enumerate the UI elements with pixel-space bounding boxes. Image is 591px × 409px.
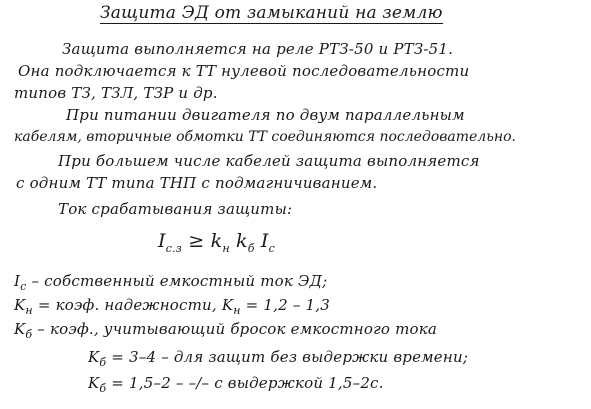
definition-kn: $K_н$ = коэф. надежности, $K_н = 1,2 - 1,3$ (14, 296, 330, 317)
formula-lhs-subscript: с.з (165, 241, 182, 255)
paragraph-2-line-1: При питании двигателя по двум параллельным (66, 106, 465, 124)
pickup-current-formula (158, 230, 275, 260)
paragraph-3-line-2: с одним ТТ типа ТНП с подмагничиванием. (16, 174, 378, 192)
formula-rhs: I (260, 230, 269, 252)
formula-lhs: I (158, 230, 166, 252)
paragraph-3-line-1: При большем числе кабелей защита выполняется (58, 152, 480, 170)
paragraph-1-line-3: типов ТЗ, ТЗЛ, ТЗР и др. (14, 84, 218, 102)
formula-k1: k (210, 230, 223, 252)
formula-relation: ≥ (188, 230, 205, 252)
kb-value-with-delay: $K_б = 1,5-2$ – –/– с выдержкой 1,5–2с. (88, 374, 384, 395)
paragraph-1-line-2: Она подключается к ТТ нулевой последовательности (18, 62, 470, 80)
formula-k2-subscript: б (247, 241, 255, 255)
page-title: Защита ЭД от замыканий на землю (100, 3, 443, 23)
paragraph-1-line-1: Защита выполняется на реле РТЗ-50 и РТЗ-51. (62, 40, 454, 58)
formula-k1-subscript: н (222, 241, 230, 255)
definition-kb: $K_б$ – коэф., учитывающий бросок емкостного тока (14, 320, 438, 341)
kb-value-no-delay: $K_б = 3-4$ – для защит без выдержки времени; (88, 348, 469, 369)
formula-rhs-subscript: с (268, 241, 276, 255)
definition-ic: $I_с$ – собственный емкостный ток ЭД; (14, 272, 328, 293)
current-heading: Ток срабатывания защиты: (58, 200, 293, 218)
paragraph-2-line-2: кабелям, вторичные обмотки ТТ соединяются последовательно. (14, 129, 516, 145)
formula-k2: k (236, 230, 248, 252)
